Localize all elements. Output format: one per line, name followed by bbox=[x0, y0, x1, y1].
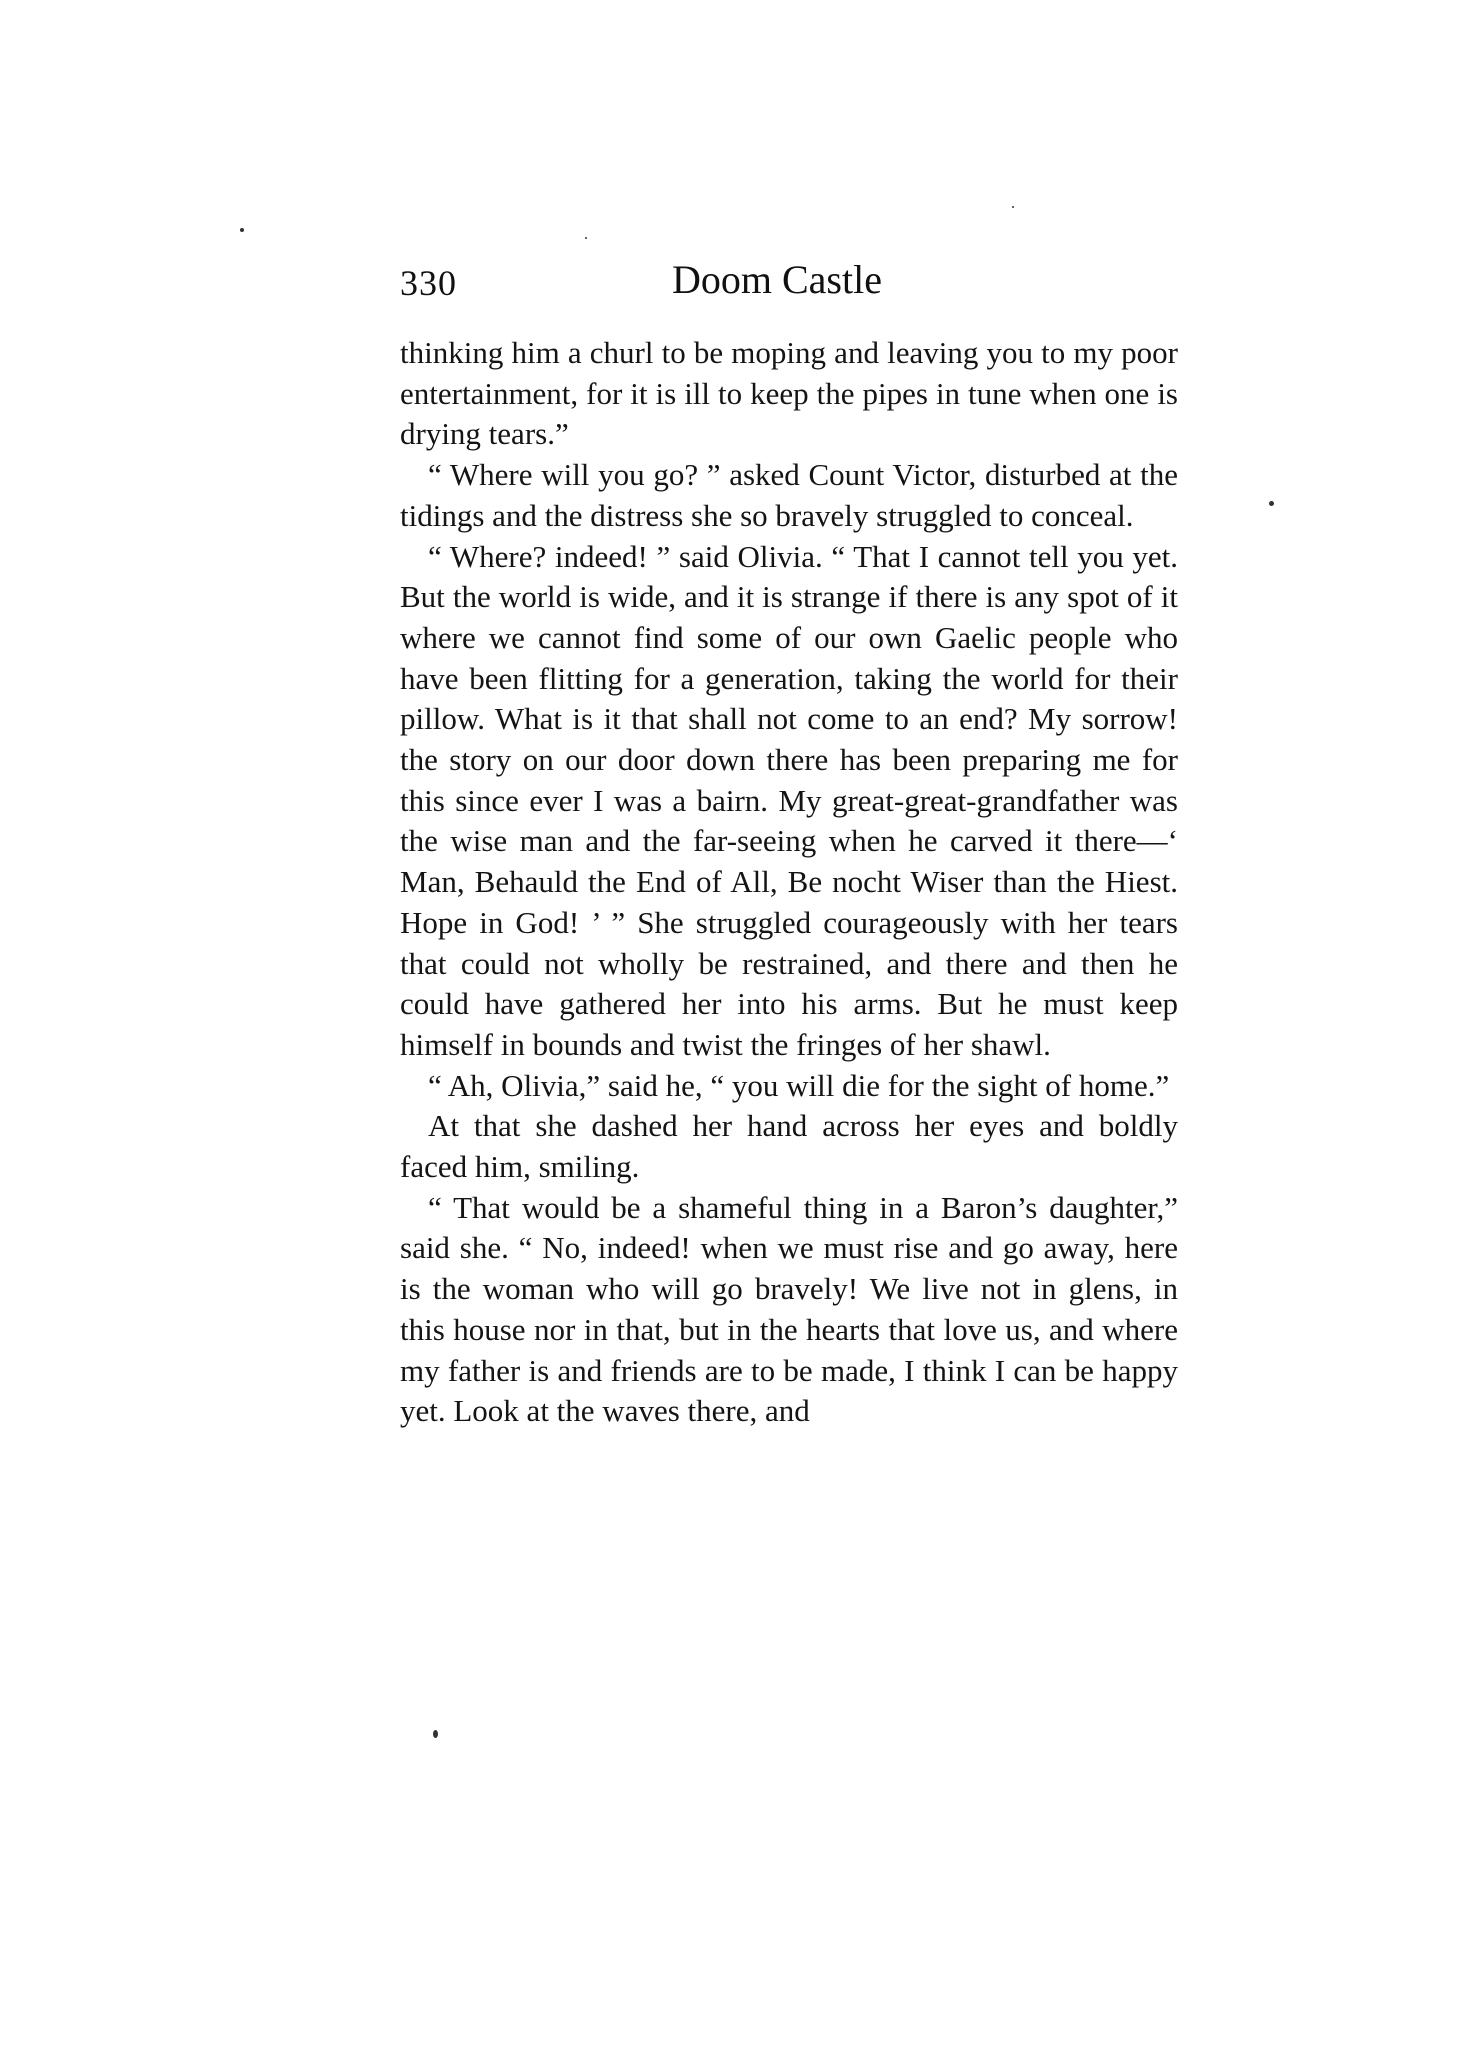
paragraph: “ That would be a shameful thing in a Baron’s daughter,” said she. “ No, indeed! when we must rise and go away, here is the woman who will go bravely! We live not in glens, in this house nor in that, but in the hearts that love us, and where my father is and friends are to be made, I think I can be happy yet. Look at the waves there, and bbox=[400, 1189, 1178, 1429]
running-title: Doom Castle bbox=[672, 257, 882, 302]
scan-speck bbox=[1269, 501, 1274, 506]
page-header bbox=[400, 257, 1178, 312]
scan-speck bbox=[433, 1730, 438, 1738]
scan-speck bbox=[1012, 206, 1014, 208]
body-text bbox=[400, 333, 1178, 1432]
paragraph-continued: thinking him a churl to be moping and leaving you to my poor entertainment, for it is ill to keep the pipes in tune when one is drying tears.” bbox=[400, 335, 1178, 452]
scan-speck bbox=[240, 228, 244, 232]
paragraph: “ Where? indeed! ” said Olivia. “ That I cannot tell you yet. But the world is wide, and it is strange if there is any spot of it where we cannot find some of our own Gaelic people who have been flitting for a generation, taking the world for their pillow. What is it that shall not come to an end? My sorrow! the story on our door down there has been preparing me for this since ever I was a bairn. My great-great-grandfather was the wise man and the far-seeing when he carved it there—‘ Man, Behauld the End of All, Be nocht Wiser than the Hiest. Hope in God! ’ ” She struggled courageously with her tears that could not wholly be restrained, and there and then he could have gathered her into his arms. But he must keep himself in bounds and twist the fringes of her shawl. bbox=[400, 538, 1178, 1062]
scan-speck bbox=[585, 237, 587, 239]
paragraph: At that she dashed her hand across her eyes and boldly faced him, smiling. bbox=[400, 1108, 1178, 1185]
paragraph: “ Ah, Olivia,” said he, “ you will die for the sight of home.” bbox=[428, 1067, 1170, 1103]
paragraph: “ Where will you go? ” asked Count Victor, disturbed at the tidings and the distress she so bravely struggled to conceal. bbox=[400, 457, 1178, 533]
page-number: 330 bbox=[400, 263, 457, 303]
